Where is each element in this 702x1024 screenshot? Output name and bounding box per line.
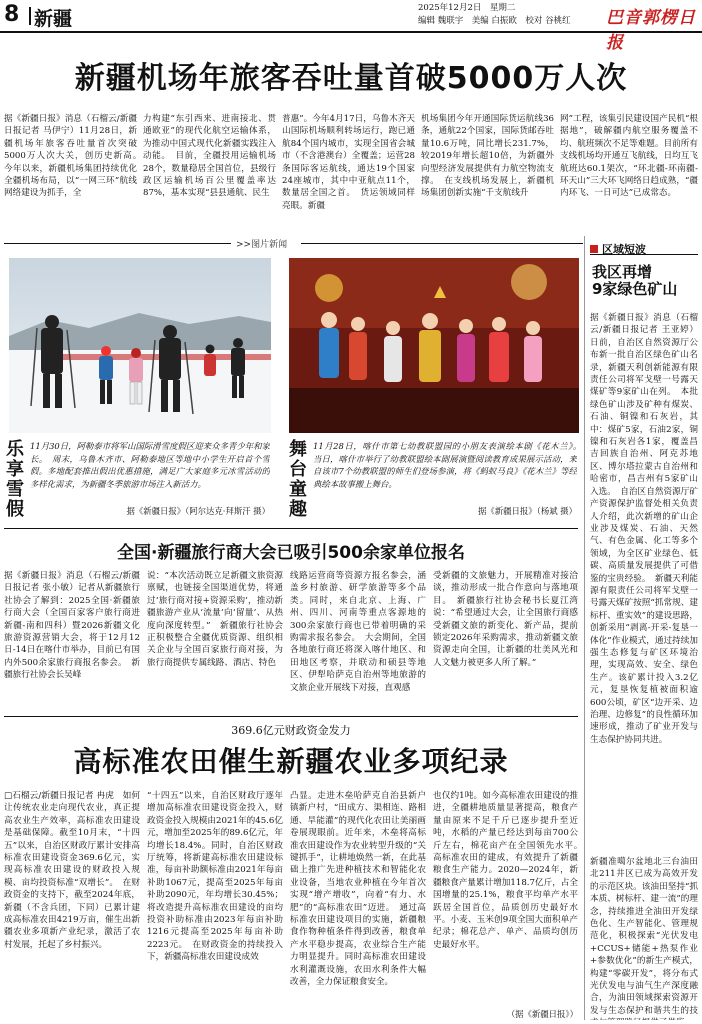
lead-column-1: 据《新疆日报》消息（石榴云/新疆日报记者 马伊宁）11月28日，新疆机场年旅客吞吐量首次突破5000万人次大关，创历史新高。 今年以来，新疆机场集团持续优化全疆机场布局，以“一网三环”航线网络建设为抓手，全 xyxy=(4,114,137,199)
sidebar-headline-line1: 我区再增 xyxy=(592,263,653,281)
lead-column-2: 力构建“东引西来、进南接北、贯通欧亚”的现代化航空运输体系，为推动中国式现代化新疆实践注入动能。 目前，全疆投用运输机场28个，数量稳居全国首位，县级行政区运输机场百公里覆盖率达87%，基本实现“县县通航、民生 xyxy=(143,114,276,199)
stage-scene-illustration xyxy=(289,258,579,433)
story3-top-rule xyxy=(4,716,578,717)
story3-column-3: 凸显。走进木垒哈萨克自治县新户镇新户村，“田成方、渠相连、路相通、旱能灌”的现代化农田让美丽画卷展现眼前。近年来，木垒将高标准农田建设作为农业转型升级的“关键抓手”，让耕地焕然一新，在此基础上推广先进种植技术和智能化农业设备，当地农业种植在今年首次实现“增产增收”，向着“有力、水肥”的“高标准农田”迈进。 通过高标准农田建设项目的实施，新疆粮食作物种植条件得到改善，粮食单产水平稳步提高，农业综合生产能力明显提升。同时高标准农田建设水利灌溉设施，农田水利条件大幅改善，全力保证粮食安全。 xyxy=(290,791,426,988)
photo-news-label: >>图片新闻 xyxy=(236,240,288,250)
story3-kicker: 369.6亿元财政资金发力 xyxy=(231,724,351,737)
story2-column-1: 据《新疆日报》消息（石榴云/新疆日报记者 张小敏）记者从新疆旅行社协会了解到：2025全国·新疆旅行商大会（全国百家客户旅行商进新疆-南和四科）暨2026新疆文化旅游资源营销大会，将于12月12日-14日在喀什市举办，目前已有国内外500余家旅行商报名参会。 新疆旅行社协会长吴峰 xyxy=(4,571,140,681)
stage-photo xyxy=(289,258,579,433)
sidebar-headline-line2: 9家绿色矿山 xyxy=(592,280,678,298)
photo1-caption: 11月30日，阿勒泰市将军山国际滑雪度假区迎来众多青少年和家长。 周末，乌鲁木齐市、阿勒泰地区等地中小学生开启首个雪假。多地配套推出假出优惠措施，满足广大家庭多元冰雪活动的多样化需求，为新疆冬季旅游市场注入新活力。 xyxy=(30,441,270,489)
lead-column-3: 普惠”。今年4月17日，乌鲁木齐天山国际机场顺利转场运行，跑已通航84个国内城市，实现全国省会城市（不含港澳台）全覆盖；运营28条国际客运航线，通达19个国家24座城市，其中中亚航点11个，数量居全国之首。 货运领域同样亮眼。新疆 xyxy=(282,114,415,211)
lead-column-4: 机场集团今年开通国际货运航线36条，通航22个国家，国际货邮吞吐量10.6万吨，同比增长231.7%，较2019年增长超10倍，为新疆外向型经济发展提供有力航空物流支撑。 在支线机场发展上，新疆机场集团创新实施“千支航线升 xyxy=(421,114,554,199)
masthead-divider xyxy=(29,7,31,25)
page-number: 8 xyxy=(4,2,20,27)
lead-headline: 新疆机场年旅客吞吐量首破5000万人次 xyxy=(74,61,628,96)
sidebar-column-1: 据《新疆日报》消息（石榴云/新疆日报记者 王亚婷）日前，自治区自然资源厅公布新一批自治区绿色矿山名录，新疆天利创新能源有限责任公司将军戈壁一号露天煤矿等9家矿山在列。 本批绿色矿山涉及矿种有煤炭、石油、铜镍和石灰岩，其中：煤矿5家，石油2家，铜镍和石灰岩各1家，覆盖昌吉回族自治州、阿克苏地区、博尔塔拉蒙古自治州和哈密市，昌吉州有5家矿山入选。 自治区自然资源厅矿产资源保护监督处相关负责人介绍，此次新增的矿山企业涉及煤炭、石油、天然气、有色金属、化工等多个领域，为全区矿业绿色、低碳、高质量发展提供了可借鉴的宝贵经验。 新疆天利能源有限责任公司将军戈壁一号露天煤矿按照“抓常规、建标杆、重实效”的建设思路，创新采用“剥离-开采-复垦一体化”作业模式，通过持续加强生态修复与矿区环境治理，实现高效、安全、绿色生产。该矿累计投入3.2亿元，复垦恢复植被面积逾600公顷，矿区“边开采、边治理、边修复”的良性循环加速形成，推动了矿业开发与生态保护协同共进。 xyxy=(590,313,698,745)
sidebar-header xyxy=(590,238,698,255)
story2-headline: 全国·新疆旅行商大会已吸引500余家单位报名 xyxy=(117,543,465,563)
story3-column-1: □石榴云/新疆日报记者 冉虎 如何让传统农业走向现代农业，真正提高农业生产效率，高标准农田建设是基础保障。截至10月末，“十四五”以来，自治区财政厅累计安排高标准农田建设资金369.6亿元，实现高标准农田建设的财政投入规模、亩均投资标准“双增长”。 在财政资金的支持下，截至2024年底，新疆（不含兵团，下同）已累计建成高标准农田4219万亩，催生出新疆农业多项新产业纪录，激活了农村发展，托起了乡村振兴。 xyxy=(4,791,140,950)
sidebar-column-2: 新疆准噶尔盆地北三台油田北211井区已成为高效开发的示范区块。该油田坚持“抓本质、树标杆、建一流”的理念，持续推进全油田开发绿色化、生产智能化、管理规范化，积极探索“光伏发电+CCUS+储能+热泵作业+参数优化”的新生产模式，构建“零碳开发”，将分布式光伏发电与油气生产深度融合，为油田领域探索资源开发与生态保护和谐共生的技 xyxy=(590,857,698,1016)
photo1-credit: 据《新疆日报》（阿尔达克·拜斯汗 摄） xyxy=(126,506,270,516)
photo-news-rule-right xyxy=(301,243,583,244)
lead-column-5: 网”工程，该集引民建设国产民机“根据地”，破解疆内航空服务覆盖不均、航班频次不足等难题。目前所有支线机场均开通互飞航线，日均互飞航班达60.1架次，“环北疆-环南疆-环天山”三大环飞网络日趋成熟，“疆内环飞、一日可达”已成常态。 xyxy=(560,114,698,199)
photo2-title: 舞台童趣 xyxy=(289,439,307,520)
photo2-caption: 11月28日，喀什市第七幼教联盟园的小朋友表演绘本剧《花木兰》。 当日，喀什市举行了幼教联盟绘本剧展演暨阅读教育成果展示活动，来自该市7个幼教联盟的师生们登场参演，将《蚂蚁马良》《花木兰》等经典绘本故事搬上舞台。 xyxy=(313,441,577,489)
sidebar-headline xyxy=(592,264,698,298)
sidebar-label: 区域短波 xyxy=(602,243,646,256)
story2-column-2: 说：“本次活动既立足新疆文旅资源禀赋，也链接全国渠道优势，将通过‘旅行商对接+资源采购’，推动新疆旅游产业从‘流量’向‘留量’、从热度向深度转型。” 新疆旅行社协会正积极整合全疆优质资源、组织相关企业与全国百家旅行商对接，为旅行商提供专属线路、酒店、特色 xyxy=(147,571,283,668)
section-title: 新疆 xyxy=(34,8,73,30)
ski-photo xyxy=(9,258,271,433)
story3-column-2: “十四五”以来，自治区财政厅逐年增加高标准农田建设资金投入，财政资金投入规模由2021年的45.6亿元，增加至2025年的89.6亿元，年均增长18.4%。同时，自治区财政厅统筹，将新建高标准农田建设标准，每亩补助额标准由2021年每亩补助1067元，提高至2025年每亩补助2090元，年均增长30.45%；将改造提升高标准农田建设的亩均投资补助标准由2023年每亩补助1216元提高至2025年每亩补助2223元。 在财政资金的持续投入下，新疆高标准农田建设成效 xyxy=(147,791,283,963)
photo-news-rule-left xyxy=(4,243,231,244)
photo1-title: 乐享雪假 xyxy=(6,439,24,520)
ski-scene-illustration xyxy=(9,258,271,433)
sidebar-divider xyxy=(584,236,585,1020)
story3-credit: （据《新疆日报》） xyxy=(506,1009,578,1019)
story2-column-3: 线路运营商等资源方报名参会，涵盖乡村旅游、研学旅游等多个品类。同时，来自北京、上海、广州、四川、河南等重点客源地的300余家旅行商也已带着明确的采购需求报名参会。 大会期间，全国各地旅行商还将深入喀什地区、和田地区考察，并联动和硕县等地区、伊犁哈萨克自治州等地旅游的文旅企业开展线下对接，直观感 xyxy=(290,571,426,693)
newspaper-logo: 巴音郭楞日报 xyxy=(606,8,696,53)
story3-headline: 高标准农田催生新疆农业多项纪录 xyxy=(73,745,509,778)
photo2-credit: 据《新疆日报》（杨斌 摄） xyxy=(478,506,577,516)
editor-credits: 编辑 魏联宇 美编 白振欧 校对 谷桃红 xyxy=(418,16,571,26)
sidebar-marker xyxy=(590,245,598,253)
story2-column-4: 受新疆的文旅魅力，开展精准对接洽谈，推动形成一批合作意向与落地项目。 新疆旅行社协会秘书长夏江湾说：“希望通过大会，让全国旅行商感受新疆文旅的新变化、新产品，提前锁定2026年采购需求，推动新疆文旅资源走向全国，让新疆的壮美风光和人文魅力被更多人所了解。” xyxy=(433,571,578,668)
story2-top-rule xyxy=(4,528,578,529)
masthead-rule xyxy=(0,31,702,33)
dateline: 2025年12月2日 星期二 xyxy=(418,3,516,13)
story3-column-4: 也仅约1吨。如今高标准农田建设的推进，全疆耕地质量显著提高，粮食产量由原来不足千斤已逐步提升至近吨，水稻的产量已经达到每亩700公斤左右，棉花亩产在全国领先水平。 高标准农田的建成，有效提升了新疆粮食生产能力。2020—2024年，新疆粮食产量累计增加118.7亿斤，占全国增量的25.1%，粮食平均单产水平跃居全国首位，品质创历史最好水平。小麦、玉米创9项全国大面积单产纪录；棉花总产、单产、品质均创历史最好水平。 xyxy=(433,791,578,950)
